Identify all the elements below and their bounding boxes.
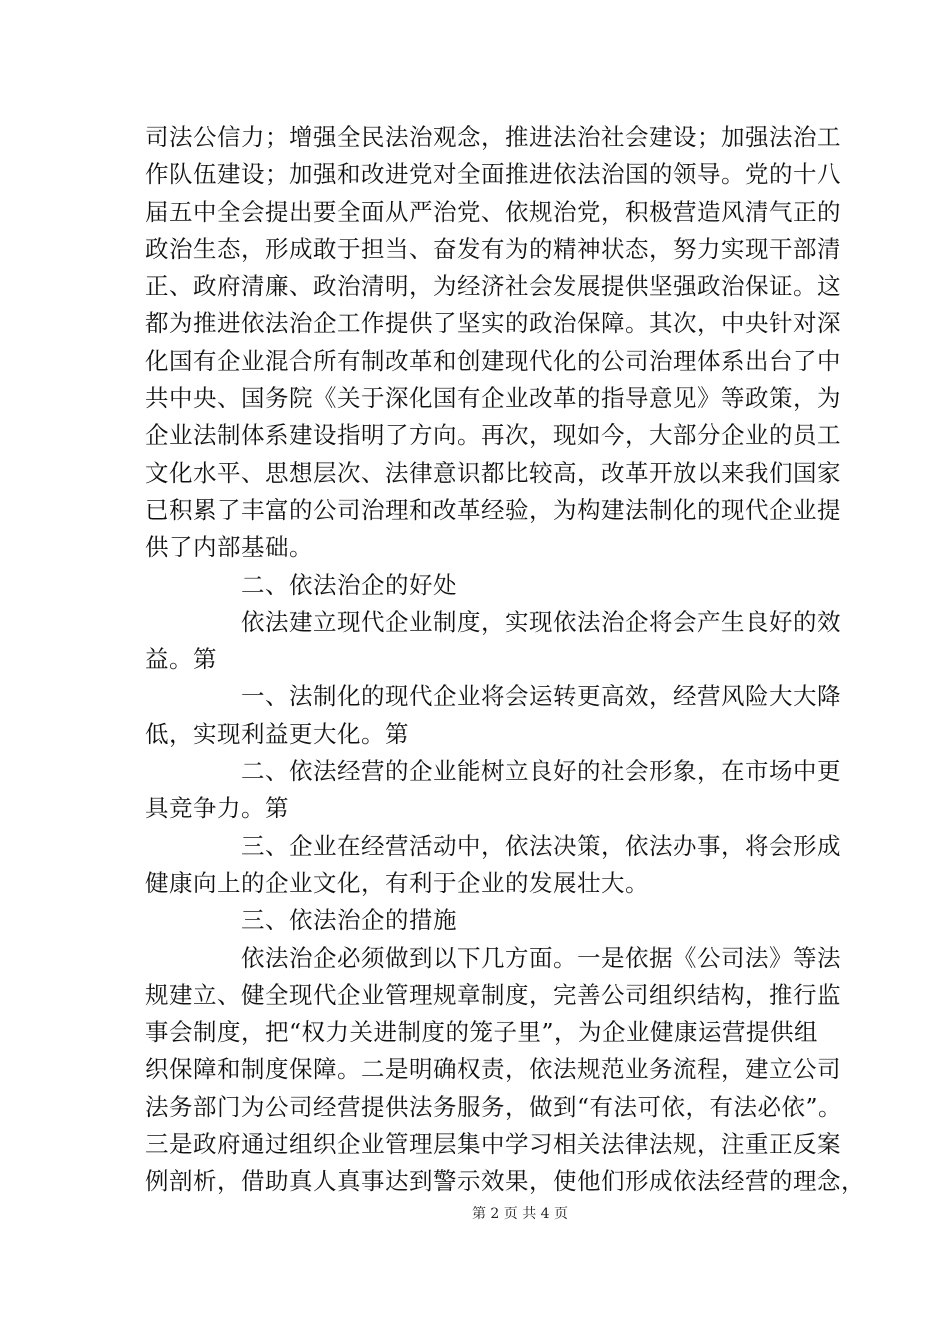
text-line: 三、企业在经营活动中，依法决策，依法办事，将会形成 [241,831,841,860]
document-body [145,119,865,1201]
text-line: 一、法制化的现代企业将会运转更高效，经营风险大大降 [241,682,841,711]
text-line: 依法治企必须做到以下几方面。一是依据《公司法》等法 [241,943,841,972]
text-line: 正、政府清廉、政治清明，为经济社会发展提供坚强政治保证。这 [145,272,841,301]
text-line: 低，实现利益更大化。第 [145,719,409,748]
text-line: 届五中全会提出要全面从严治党、依规治党，积极营造风清气正的 [145,197,841,226]
text-line: 供了内部基础。 [145,533,313,562]
text-line: 依法建立现代企业制度，实现依法治企将会产生良好的效 [241,607,841,636]
text-line: 健康向上的企业文化，有利于企业的发展壮大。 [145,868,649,897]
text-line: 政治生态，形成敢于担当、奋发有为的精神状态，努力实现干部清 [145,234,841,263]
text-line: 二、依法经营的企业能树立良好的社会形象，在市场中更 [241,757,841,786]
text-line: 作队伍建设；加强和改进党对全面推进依法治国的领导。党的十八 [145,160,841,189]
text-line: 都为推进依法治企工作提供了坚实的政治保障。其次，中央针对深 [145,309,841,338]
text-line: 例剖析，借助真人真事达到警示效果，使他们形成依法经营的理念， [145,1167,865,1196]
text-line: 三是政府通过组织企业管理层集中学习相关法律法规，注重正反案 [145,1130,841,1159]
section-heading: 二、依法治企的好处 [241,570,457,599]
page-footer [0,1204,950,1224]
text-line: 益。第 [145,645,217,674]
text-line: 共中央、国务院《关于深化国有企业改革的指导意见》等政策，为 [145,384,841,413]
text-line: 具竞争力。第 [145,794,289,823]
text-line: 织保障和制度保障。二是明确权责，依法规范业务流程，建立公司 [145,1055,841,1084]
text-line: 司法公信力；增强全民法治观念，推进法治社会建设；加强法治工 [145,123,841,151]
text-line: 已积累了丰富的公司治理和改革经验，为构建法制化的现代企业提 [145,495,841,524]
text-line: 事会制度，把“权力关进制度的笼子里”，为企业健康运营提供组 [145,1018,819,1047]
text-line: 企业法制体系建设指明了方向。再次，现如今，大部分企业的员工 [145,421,841,450]
text-line: 规建立、健全现代企业管理规章制度，完善公司组织结构，推行监 [145,980,841,1009]
section-heading: 三、依法治企的措施 [241,906,457,935]
text-line: 文化水平、思想层次、法律意识都比较高，改革开放以来我们国家 [145,458,841,487]
text-line: 化国有企业混合所有制改革和创建现代化的公司治理体系出台了中 [145,346,841,375]
page-number: 第 2 页 共 4 页 [471,1206,569,1222]
text-line: 法务部门为公司经营提供法务服务，做到“有法可依，有法必依”。 [145,1092,843,1121]
